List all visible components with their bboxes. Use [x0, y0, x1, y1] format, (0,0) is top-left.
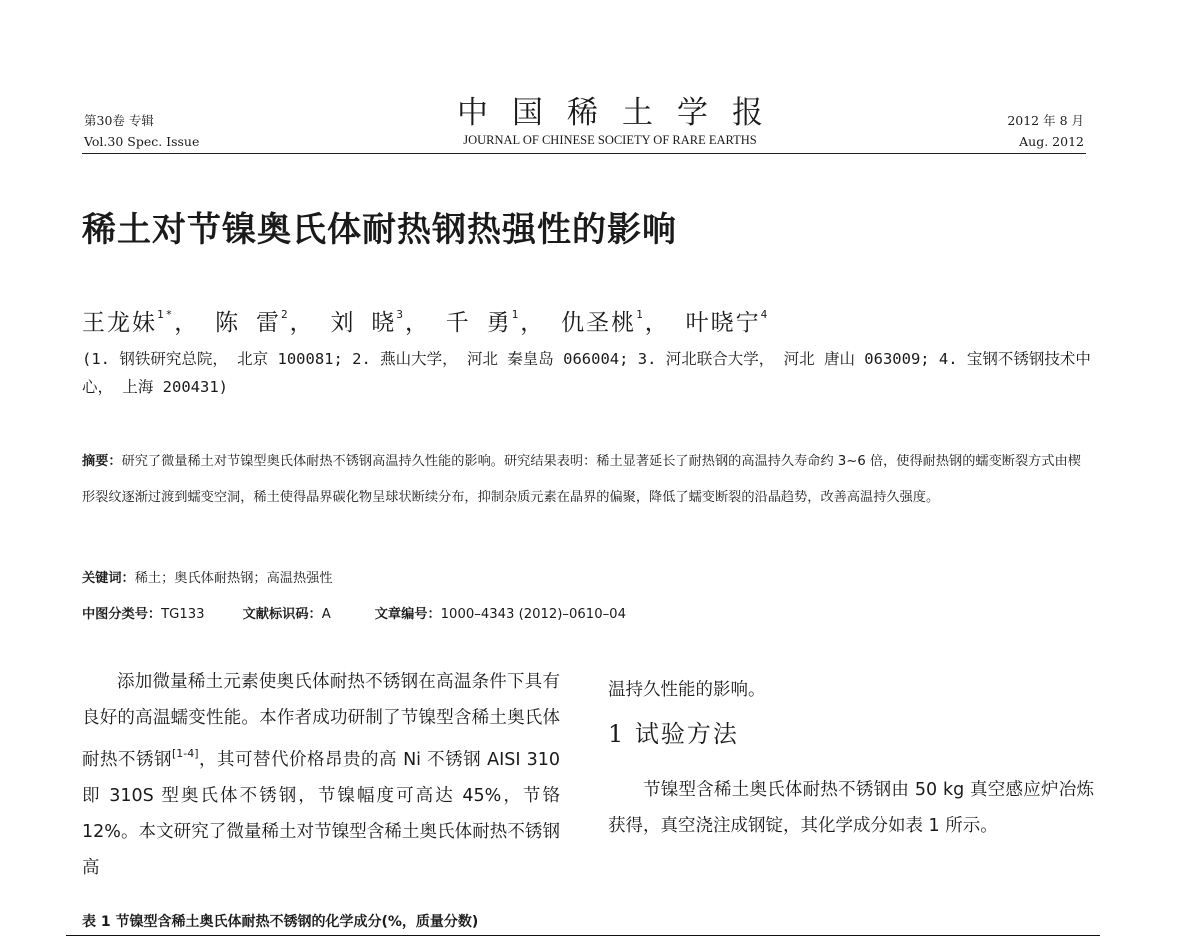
classification-row [82, 597, 1092, 633]
volume-cn: 第30卷 专辑 [84, 113, 154, 128]
clc-label: 中图分类号： [82, 607, 162, 622]
keywords [82, 561, 1092, 597]
author: 陈 雷$^2$ [215, 308, 290, 336]
keywords-text: 稀土；奥氏体耐热钢；高温热强性 [134, 571, 333, 586]
doc-code-value: A [321, 607, 331, 622]
clc-value: TG133 [161, 607, 205, 622]
author: 叶晓宁$^4$ [685, 308, 770, 336]
article-number-value: 1000–4343 (2012)–0610–04 [440, 607, 626, 622]
intro-paragraph: 添加微量稀土元素使奥氏体耐热不锈钢在高温条件下具有良好的高温蠕变性能。本作者成功研制了节镍型含稀土奥氏体耐热不锈钢[1-4]，其可替代价格昂贵的高 Ni 不锈钢 AISI 310 即 310S 型奥氏体不锈钢，节镍幅度可高达 45%，节铬 12%。本文研究了微量稀土对节镍型含稀土奥氏体耐热不锈钢高 [82, 672, 561, 878]
author: 王龙妹$^{1*}$ [82, 308, 175, 336]
journal-name-en: JOURNAL OF CHINESE SOCIETY OF RARE EARTHS [463, 133, 757, 147]
affiliations: (1. 钢铁研究总院， 北京 100081; 2. 燕山大学， 河北 秦皇岛 066004; 3. 河北联合大学， 河北 唐山 063009; 4. 宝钢不锈钢技术中心， 上海 200431) [82, 350, 1091, 396]
journal-masthead [380, 96, 840, 148]
author: 千 勇$^1$ [445, 308, 521, 336]
intro-continuation: 温持久性能的影响。 [608, 680, 766, 700]
methods-paragraph: 节镍型含稀土奥氏体耐热不锈钢由 50 kg 真空感应炉冶炼获得，真空浇注成钢锭，其化学成分如表 1 所示。 [608, 780, 1094, 836]
author-list: 王龙妹$^{1*}$， 陈 雷$^2$， 刘 晓$^3$， 千 勇$^1$， 仇圣桃$^1$， 叶晓宁$^4$ [82, 308, 770, 336]
article-number-label: 文章编号： [374, 607, 441, 622]
volume-en: Vol.30 Spec. Issue [84, 134, 200, 149]
abstract [82, 444, 1092, 516]
author: 仇圣桃$^1$ [561, 308, 645, 336]
section-heading: 1 试验方法 [608, 720, 739, 748]
table-caption: 表 1 节镍型含稀土奥氏体耐热不锈钢的化学成分(%，质量分数) [82, 914, 479, 930]
article-title: 稀土对节镍奥氏体耐热钢热强性的影响 [82, 210, 677, 250]
keywords-label: 关键词： [82, 571, 135, 586]
abstract-text: 研究了微量稀土对节镍型奥氏体耐热不锈钢高温持久性能的影响。研究结果表明：稀土显著延长了耐热钢的高温持久寿命约 3~6 倍，使得耐热钢的蠕变断裂方式由楔形裂纹逐渐过渡到蠕变空洞，稀土使得晶界碳化物呈球状断续分布，抑制杂质元素在晶界的偏聚，降低了蠕变断裂的沿晶趋势，改善高温持久强度。 [82, 454, 1081, 505]
table-top-rule [66, 935, 1100, 936]
volume-info [84, 110, 199, 152]
issue-date [1007, 110, 1084, 152]
journal-name-cn: 中国稀土学报 [457, 95, 787, 131]
date-cn: 2012 年 8 月 [1007, 113, 1084, 128]
doc-code-label: 文献标识码： [242, 607, 322, 622]
date-en: Aug. 2012 [1019, 134, 1084, 149]
author: 刘 晓$^3$ [330, 308, 405, 336]
abstract-label: 摘要： [82, 454, 122, 469]
header-rule [82, 153, 1086, 154]
citation: [1-4] [171, 747, 199, 760]
